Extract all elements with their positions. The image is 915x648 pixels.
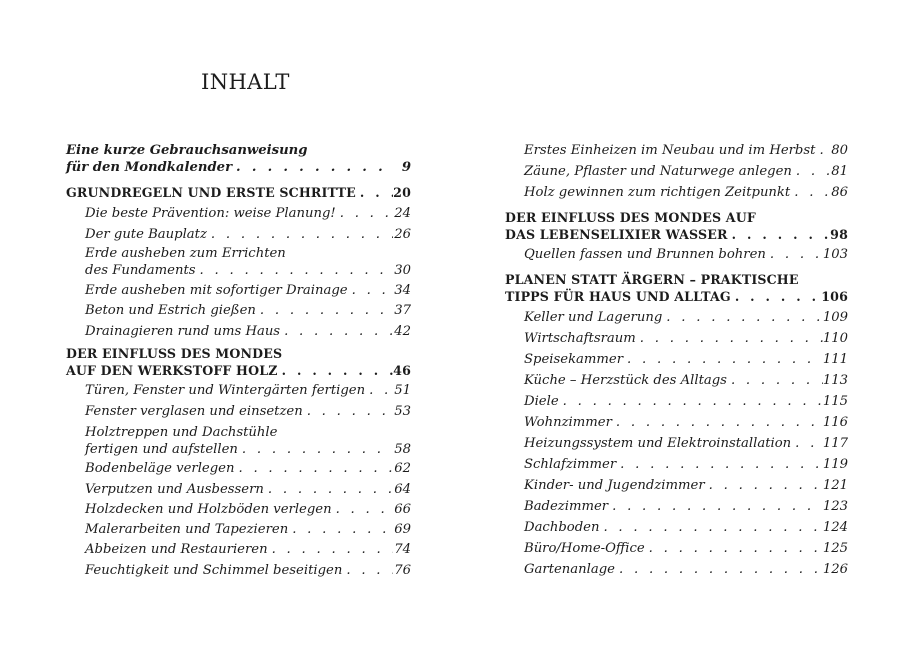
page-number: 117 [822, 436, 848, 451]
toc-entry [505, 456, 848, 473]
dot-leader [342, 562, 393, 579]
dot-leader [616, 456, 823, 473]
dot-leader [792, 163, 830, 180]
dot-leader [612, 414, 823, 431]
dot-leader [731, 288, 821, 305]
toc-entry-title: Erstes Einheizen im Neubau und im Herbst [524, 143, 816, 158]
page-number: 24 [394, 206, 411, 221]
toc-entry-title: Holztreppen und Dachstühle [85, 425, 278, 440]
dot-leader [356, 184, 393, 201]
toc-entry-line [524, 393, 848, 410]
toc-entry-line [85, 562, 411, 579]
dot-leader [645, 540, 823, 557]
page-number: 124 [822, 520, 848, 535]
dot-leader [791, 435, 823, 452]
page-number: 34 [394, 283, 411, 298]
toc-entry-title: Gartenanlage [524, 562, 615, 577]
toc-entry-line [524, 519, 848, 536]
page-number: 103 [822, 247, 848, 262]
toc-entry-line [85, 302, 411, 319]
toc-entry-line [85, 403, 411, 420]
toc-entry-line [66, 159, 411, 176]
toc-entry-line [524, 351, 848, 368]
toc-entry-title: Diele [524, 394, 559, 409]
page-number: 30 [394, 263, 411, 278]
toc-entry [66, 460, 411, 477]
dot-leader [615, 561, 823, 578]
dot-leader [636, 330, 823, 347]
page-number: 26 [394, 227, 411, 242]
page-number: 113 [822, 373, 848, 388]
toc-entry [505, 163, 848, 180]
page-number: 106 [821, 289, 848, 304]
page-number: 81 [831, 164, 848, 179]
toc-entry-title: AUF DEN WERKSTOFF HOLZ [66, 363, 278, 378]
page-number: 46 [393, 363, 411, 378]
toc-entry-title: des Fundaments [85, 263, 196, 278]
toc-entry-title: Der gute Bauplatz [85, 227, 207, 242]
toc-entry-title: Holz gewinnen zum richtigen Zeitpunkt [524, 185, 791, 200]
page-number: 116 [822, 415, 848, 430]
toc-entry-line [524, 435, 848, 452]
toc-entry-line [524, 184, 848, 201]
dot-leader [280, 323, 393, 340]
page-number: 42 [394, 324, 411, 339]
toc-entry-line [85, 282, 411, 299]
page-number: 110 [822, 331, 848, 346]
toc-entry [505, 351, 848, 368]
toc-entry-title: Schlafzimmer [524, 457, 617, 472]
page-number: 51 [394, 383, 411, 398]
toc-entry-line [524, 540, 848, 557]
page-number: 126 [822, 562, 848, 577]
toc-entry [505, 477, 848, 494]
dot-leader [662, 309, 823, 326]
toc-entry-title: DER EINFLUSS DES MONDES AUF [505, 210, 756, 225]
toc-entry-title: Holzdecken und Holzböden verlegen [85, 502, 332, 517]
toc-entry [66, 184, 411, 201]
toc-entry-title: Feuchtigkeit und Schimmel beseitigen [85, 563, 343, 578]
toc-entry-title: Eine kurze Gebrauchsanweisung [66, 143, 308, 158]
toc-entry-title: Kinder- und Jugendzimmer [524, 478, 705, 493]
page-number: 76 [394, 563, 411, 578]
toc-entry-title: Bodenbeläge verlegen [85, 461, 235, 476]
page-title: INHALT [201, 70, 290, 94]
dot-leader [623, 351, 823, 368]
toc-entry [66, 302, 411, 319]
toc-entry-title: Speisekammer [524, 352, 624, 367]
toc-entry-line [85, 481, 411, 498]
toc-entry-line [524, 142, 848, 159]
page-number: 37 [394, 303, 411, 318]
dot-leader [727, 372, 823, 389]
dot-leader [232, 159, 393, 176]
dot-leader [303, 403, 393, 420]
toc-entry-line [524, 477, 848, 494]
toc-entry-line [85, 424, 411, 441]
toc-entry-line [85, 441, 411, 458]
dot-leader [559, 393, 823, 410]
dot-leader [728, 226, 830, 243]
toc-entry [505, 519, 848, 536]
dot-leader [608, 498, 823, 515]
dot-leader [336, 205, 393, 222]
toc-entry-title: Erde ausheben zum Errichten [85, 246, 286, 261]
toc-entry-title: Fenster verglasen und einsetzen [85, 404, 303, 419]
toc-entry-line [524, 372, 848, 389]
toc-entry [66, 481, 411, 498]
dot-leader [790, 184, 830, 201]
toc-entry-line [66, 362, 411, 379]
toc-entry-title: Heizungssystem und Elektroinstallation [524, 436, 792, 451]
toc-entry [505, 561, 848, 578]
toc-entry-line [524, 309, 848, 326]
toc-entry-title: Malerarbeiten und Tapezieren [85, 522, 289, 537]
toc-entry-line [66, 184, 411, 201]
page-number: 20 [393, 185, 411, 200]
page-number: 80 [831, 143, 848, 158]
toc-entry-title: Wohnzimmer [524, 415, 612, 430]
page-number: 69 [394, 522, 411, 537]
toc-entry [66, 345, 411, 379]
toc-entry-line [85, 205, 411, 222]
dot-leader [207, 226, 393, 243]
dot-leader [238, 441, 393, 458]
toc-entry-line [85, 541, 411, 558]
toc-entry-line [524, 561, 848, 578]
page-number: 123 [822, 499, 848, 514]
dot-leader [196, 262, 393, 279]
toc-entry [505, 309, 848, 326]
toc-entry-title: TIPPS FÜR HAUS UND ALLTAG [505, 289, 731, 304]
toc-entry-title: Drainagieren rund ums Haus [85, 324, 281, 339]
page-number: 119 [822, 457, 848, 472]
dot-leader [365, 382, 393, 399]
dot-leader [815, 142, 830, 159]
toc-entry [505, 271, 848, 305]
toc-entry-title: Keller und Lagerung [524, 310, 663, 325]
dot-leader [264, 481, 393, 498]
dot-leader [348, 282, 393, 299]
toc-entry [66, 382, 411, 399]
page-number: 74 [394, 542, 411, 557]
dot-leader [705, 477, 823, 494]
page-number: 125 [822, 541, 848, 556]
dot-leader [234, 460, 393, 477]
toc-entry [505, 498, 848, 515]
toc-entry-line [524, 414, 848, 431]
toc-entry-title: Zäune, Pflaster und Naturwege anlegen [524, 164, 792, 179]
toc-entry [66, 205, 411, 222]
toc-entry [505, 246, 848, 263]
toc-entry-title: Küche – Herzstück des Alltags [524, 373, 727, 388]
toc-entry-title: Abbeizen und Restaurieren [85, 542, 268, 557]
toc-entry-line [85, 245, 411, 262]
toc-entry-title: GRUNDREGELN UND ERSTE SCHRITTE [66, 185, 356, 200]
toc-entry [66, 226, 411, 243]
page-number: 58 [394, 442, 411, 457]
toc-entry [66, 501, 411, 518]
dot-leader [288, 521, 393, 538]
page-number: 86 [831, 185, 848, 200]
toc-entry [66, 541, 411, 558]
toc-entry [66, 282, 411, 299]
dot-leader [256, 302, 393, 319]
toc-entry [66, 424, 411, 458]
toc-entry-title: PLANEN STATT ÄRGERN – PRAKTISCHE [505, 272, 799, 287]
toc-entry [505, 184, 848, 201]
page-number: 115 [822, 394, 848, 409]
toc-entry-title: für den Mondkalender [66, 160, 233, 175]
toc-entry-line [524, 456, 848, 473]
toc-entry [505, 372, 848, 389]
toc-entry-title: Verputzen und Ausbessern [85, 482, 264, 497]
toc-entry-line [85, 460, 411, 477]
toc-entry [66, 245, 411, 279]
toc-entry-title: DAS LEBENSELIXIER WASSER [505, 227, 728, 242]
toc-entry-line [85, 262, 411, 279]
toc-entry-title: Quellen fassen und Brunnen bohren [524, 247, 766, 262]
toc-entry-line [85, 521, 411, 538]
toc-entry [505, 142, 848, 159]
toc-entry [66, 562, 411, 579]
toc-entry [505, 209, 848, 243]
toc-entry-title: fertigen und aufstellen [85, 442, 238, 457]
toc-entry-title: Dachboden [524, 520, 600, 535]
toc-entry-line [524, 246, 848, 263]
page-number: 53 [394, 404, 411, 419]
toc-entry [66, 403, 411, 420]
toc-entry [505, 414, 848, 431]
toc-entry-line [85, 382, 411, 399]
page-number: 64 [394, 482, 411, 497]
page-number: 98 [830, 227, 848, 242]
page-number: 9 [401, 160, 411, 175]
toc-entry-line [85, 323, 411, 340]
toc-entry-title: DER EINFLUSS DES MONDES [66, 346, 283, 361]
toc-entry [505, 435, 848, 452]
toc-entry-title: Badezimmer [524, 499, 609, 514]
toc-entry-line [505, 271, 848, 288]
dot-leader [268, 541, 393, 558]
toc-entry [505, 540, 848, 557]
page-number: 121 [822, 478, 848, 493]
toc-entry-line [505, 226, 848, 243]
toc-entry-line [66, 345, 411, 362]
dot-leader [332, 501, 393, 518]
toc-entry-line [66, 142, 411, 159]
dot-leader [766, 246, 823, 263]
toc-entry-title: Beton und Estrich gießen [85, 303, 256, 318]
toc-entry-line [524, 498, 848, 515]
page-number: 62 [394, 461, 411, 476]
page-number: 66 [394, 502, 411, 517]
dot-leader [278, 362, 393, 379]
toc-entry-line [85, 501, 411, 518]
toc-entry-title: Wirtschaftsraum [524, 331, 636, 346]
toc-entry-line [505, 288, 848, 305]
toc-entry-line [505, 209, 848, 226]
toc-entry [66, 521, 411, 538]
toc-entry-title: Büro/Home-Office [524, 541, 645, 556]
toc-entry-title: Die beste Prävention: weise Planung! [85, 206, 336, 221]
toc-entry-line [524, 330, 848, 347]
dot-leader [599, 519, 822, 536]
toc-entry-line [524, 163, 848, 180]
toc-entry-title: Erde ausheben mit sofortiger Drainage [85, 283, 348, 298]
toc-entry [505, 330, 848, 347]
toc-entry-title: Türen, Fenster und Wintergärten fertigen [85, 383, 366, 398]
toc-entry [66, 142, 411, 176]
toc-entry [505, 393, 848, 410]
page-number: 109 [822, 310, 848, 325]
toc-entry-line [85, 226, 411, 243]
toc-entry [66, 323, 411, 340]
page-number: 111 [822, 352, 848, 367]
